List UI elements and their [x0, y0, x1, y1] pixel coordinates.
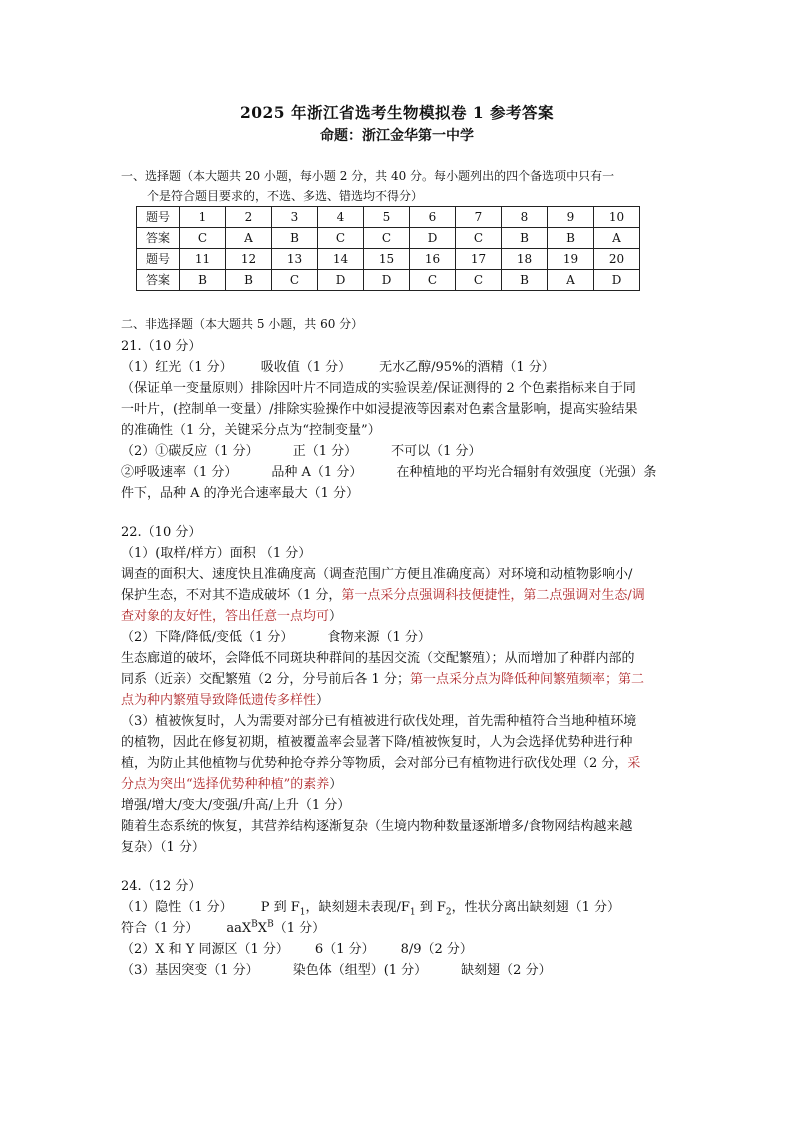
question-24 [121, 876, 677, 981]
q22-line2: 调查的面积大、速度快且准确度高（调查范围广方便且准确度高）对环境和动植物影响小/ [121, 567, 633, 582]
table-cell: B [502, 228, 548, 249]
table-cell: 13 [272, 249, 318, 270]
q24-l1b2: ，缺刻翅未表现/F [305, 900, 410, 915]
table-cell: B [548, 228, 594, 249]
q24-l1b3: 到 F [415, 900, 446, 915]
table-cell: 12 [226, 249, 272, 270]
table-cell: A [548, 270, 594, 291]
q22-l8-note: 点为种内繁殖导致降低遗传多样性 [121, 693, 317, 708]
q22-line3 [121, 585, 677, 606]
page-subtitle: 命题：浙江金华第一中学 [320, 128, 474, 144]
q21-line7: 件下，品种 A 的净光合速率最大（1 分） [121, 486, 360, 501]
table-cell: A [594, 228, 640, 249]
q21-l6c: 在种植地的平均光合辐射有效强度（光强）条 [396, 465, 657, 480]
q24-l1b-sub1: 1 [299, 907, 306, 918]
table-cell: B [226, 270, 272, 291]
table-cell: 3 [272, 207, 318, 228]
table-cell: 7 [456, 207, 502, 228]
q22-line9: （3）植被恢复时，人为需要对部分已有植被进行砍伐处理，首先需种植符合当地种植环境 [121, 714, 637, 729]
row-label: 答案 [137, 270, 180, 291]
q24-l2b-sup2: B [267, 919, 274, 930]
table-cell: 5 [364, 207, 410, 228]
section-nonchoice-heading: 二、非选择题（本大题共 5 小题，共 60 分） [121, 317, 364, 331]
table-cell: A [226, 228, 272, 249]
table-cell: 15 [364, 249, 410, 270]
q21-l1c: 无水乙醇/95%的酒精（1 分） [379, 360, 555, 375]
q24-l2b: aaX [226, 921, 252, 936]
q22-l11: 植，为防止其他植物与优势种抢夺养分等物质，会对部分已有植物进行砍伐处理（2 分， [121, 756, 628, 771]
q22-l12-note: 分点为突出“选择优势种种植”的素养 [121, 777, 330, 792]
answer-table [136, 206, 640, 291]
question-row [137, 249, 640, 270]
q24-l1a: （1）隐性（1 分） [121, 900, 233, 915]
answer-row [137, 270, 640, 291]
section-choice-heading [121, 166, 681, 206]
table-cell: 1 [180, 207, 226, 228]
q24-l4b: 染色体（组型）(1 分） [292, 963, 428, 978]
table-cell: 18 [502, 249, 548, 270]
table-cell: C [364, 228, 410, 249]
table-cell: 10 [594, 207, 640, 228]
q21-line6 [121, 462, 677, 483]
q21-l5b: 正（1 分） [292, 444, 358, 459]
table-cell: D [364, 270, 410, 291]
q22-line5 [121, 627, 677, 648]
row-label: 答案 [137, 228, 180, 249]
q22-l4-note: 查对象的友好性，答出任意一点均可 [121, 609, 330, 624]
table-cell: 8 [502, 207, 548, 228]
question-22 [121, 522, 677, 858]
page-title: 2025 年浙江省选考生物模拟卷 1 参考答案 [239, 103, 555, 122]
q22-l12: ） [329, 777, 343, 792]
q22-l3: 保护生态，不对其不造成破坏（1 分， [121, 588, 342, 603]
q21-line2: （保证单一变量原则）排除因叶片不同造成的实验误差/保证测得的 2 个色素指标来自于同 [121, 381, 636, 396]
q22-line6: 生态廊道的破坏，会降低不同斑块种群间的基因交流（交配繁殖）；从而增加了种群内部的 [121, 651, 635, 666]
table-cell: C [410, 270, 456, 291]
q21-l6a: ②呼吸速率（1 分） [121, 465, 238, 480]
q24-line3 [121, 939, 677, 960]
q24-l4a: （3）基因突变（1 分） [121, 963, 259, 978]
table-cell: 16 [410, 249, 456, 270]
q24-l1b-sub2: 1 [409, 907, 416, 918]
q21-l5c: 不可以（1 分） [391, 444, 482, 459]
table-cell: 14 [318, 249, 364, 270]
q21-l5a: （2）①碳反应（1 分） [121, 444, 259, 459]
table-cell: 20 [594, 249, 640, 270]
q22-l8: ） [316, 693, 330, 708]
question-row [137, 207, 640, 228]
section-choice-line1: 一、选择题（本大题共 20 小题，每小题 2 分，共 40 分。每小题列出的四个备选项中只有一 [121, 169, 615, 183]
table-cell: D [318, 270, 364, 291]
q22-line7 [121, 669, 677, 690]
table-cell: 2 [226, 207, 272, 228]
q24-l2b-sup1: B [251, 919, 258, 930]
q24-l2b3: （1 分） [273, 921, 326, 936]
q22-number: 22.（10 分） [121, 525, 202, 540]
q24-l2a: 符合（1 分） [121, 921, 199, 936]
table-cell: 9 [548, 207, 594, 228]
q21-line1 [121, 357, 677, 378]
table-cell: 19 [548, 249, 594, 270]
table-cell: C [456, 270, 502, 291]
q24-l3c: 8/9（2 分） [400, 942, 473, 957]
q21-number: 21.（10 分） [121, 339, 202, 354]
q21-l6b: 品种 A（1 分） [271, 465, 363, 480]
q22-line14: 随着生态系统的恢复，其营养结构逐渐复杂（生境内物种数量逐渐增多/食物网结构越来越 [121, 819, 633, 834]
q22-line13: 增强/增大/变大/变强/升高/上升（1 分） [121, 798, 351, 813]
question-21 [121, 336, 677, 504]
table-cell: 4 [318, 207, 364, 228]
q24-l3a: （2）X 和 Y 同源区（1 分） [121, 942, 289, 957]
q21-line4: 的准确性（1 分，关键采分点为“控制变量”） [121, 423, 381, 438]
q24-line1 [121, 897, 677, 918]
table-cell: C [272, 270, 318, 291]
q24-l1b-sub3: 2 [445, 907, 452, 918]
answer-row [137, 228, 640, 249]
q24-l1b: P 到 F [260, 900, 300, 915]
table-cell: C [456, 228, 502, 249]
q24-line4 [121, 960, 677, 981]
q24-number: 24.（12 分） [121, 879, 202, 894]
q24-l3b: 6（1 分） [314, 942, 375, 957]
q21-line3: 一叶片，(控制单一变量）/排除实验操作中如浸提液等因素对色素含量影响，提高实验结果 [121, 402, 638, 417]
q22-l3-note: 第一点采分点强调科技便捷性，第二点强调对生态/调 [341, 588, 645, 603]
q22-line12 [121, 774, 677, 795]
table-cell: 6 [410, 207, 456, 228]
table-cell: D [410, 228, 456, 249]
q22-l7-note: 第一点采分点为降低种间繁殖频率；第二 [409, 672, 644, 687]
row-label: 题号 [137, 207, 180, 228]
q22-line8 [121, 690, 677, 711]
table-cell: D [594, 270, 640, 291]
row-label: 题号 [137, 249, 180, 270]
q22-line15: 复杂）（1 分） [121, 840, 205, 855]
q24-l1b4: ，性状分离出缺刻翅（1 分） [451, 900, 621, 915]
q21-l1a: （1）红光（1 分） [121, 360, 233, 375]
q22-l11-note: 采 [627, 756, 641, 771]
q22-line1: （1）(取样/样方）面积 （1 分） [121, 546, 312, 561]
q22-line11 [121, 753, 677, 774]
table-cell: C [180, 228, 226, 249]
section-choice-line2: 个是符合题目要求的，不选、多选、错选均不得分） [147, 189, 424, 203]
q22-l5b: 食物来源（1 分） [327, 630, 431, 645]
table-cell: 11 [180, 249, 226, 270]
q24-line2 [121, 918, 677, 939]
q22-line4 [121, 606, 677, 627]
q22-l4: ） [329, 609, 343, 624]
q24-l2b2: X [257, 921, 268, 936]
q24-l4c: 缺刻翅（2 分） [461, 963, 552, 978]
q21-line5 [121, 441, 677, 462]
table-cell: B [272, 228, 318, 249]
q21-l1b: 吸收值（1 分） [260, 360, 352, 375]
table-cell: C [318, 228, 364, 249]
q22-l7: 同系（近亲）交配繁殖（2 分，分号前后各 1 分； [121, 672, 410, 687]
q22-l5a: （2）下降/降低/变低（1 分） [121, 630, 294, 645]
table-cell: B [502, 270, 548, 291]
table-cell: 17 [456, 249, 502, 270]
q22-line10: 的植物，因此在修复初期，植被覆盖率会显著下降/植被恢复时，人为会选择优势种进行种 [121, 735, 633, 750]
table-cell: B [180, 270, 226, 291]
